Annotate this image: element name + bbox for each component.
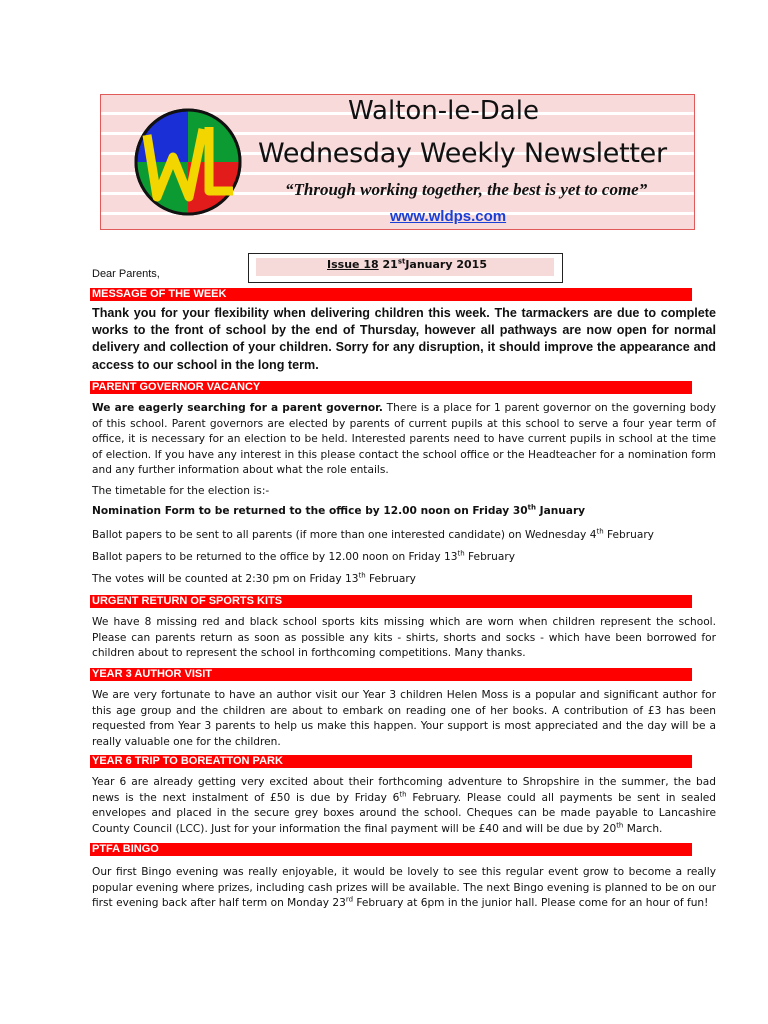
ballot-sent-month: February: [603, 529, 654, 541]
school-name: Walton-le-Dale: [348, 96, 539, 126]
sports-text: We have 8 missing red and black school sports kits missing which are worn when children represent the school. Please can parents return as soon as possible any kits - shirts, shorts and socks - which have been borrowed for children about to represent the school in forthcoming competitions. Many thanks.: [92, 616, 716, 660]
school-motto: “Through working together, the best is yet to come”: [285, 180, 648, 199]
section-heading-message: MESSAGE OF THE WEEK: [90, 288, 692, 301]
ballot-return-month: February: [464, 551, 515, 563]
nomination-month: January: [535, 505, 586, 517]
governor-text: There is a place for 1 parent governor on the governing body of this school. Parent governors are elected by parents of current pupils at this school to serve a four year term of office, it is necessary for an election to be held. Interested parents need to have current pupils in school at the time of election. If you have any interest in this please contact the school office or the Headteacher for a nomination form and any further information about what the role entails.: [92, 402, 716, 477]
governor-paragraph: [92, 401, 716, 479]
ballot-sent-text: Ballot papers to be sent to all parents (if more than one interested candidate) on Wednesday 4: [92, 529, 597, 541]
bingo-text-b: February at 6pm in the junior hall. Please come for an hour of fun!: [353, 897, 709, 910]
website-link[interactable]: www.wldps.com: [390, 208, 507, 225]
timetable-nomination: [92, 505, 585, 517]
trip-text-c: March.: [623, 822, 663, 835]
bingo-sup: rd: [345, 895, 354, 904]
school-logo: [133, 107, 243, 217]
newsletter-title: Wednesday Weekly Newsletter: [258, 138, 667, 169]
timetable-ballot-sent: [92, 529, 654, 541]
timetable-ballot-return: [92, 551, 515, 563]
trip-text-b: February. Please could all payments be sent in sealed envelopes and placed in the secure grey boxes around the school. Cheques can be made payable to Lancashire County Council (LCC). Just for your information the final payment will be £40 and will be due by 20: [92, 791, 716, 835]
author-text: We are very fortunate to have an author visit our Year 3 children Helen Moss is a popular and significant author for this age group and the children are about to embark on reading one of her books. A contribution of £3 has been requested from Year 3 parents to help us make this happen. Your support is most appreciated and the day will be a really valuable one for the children.: [92, 689, 716, 748]
issue-date-day: 21: [382, 258, 398, 271]
nomination-sup: th: [527, 503, 536, 512]
section-heading-trip: YEAR 6 TRIP TO BOREATTON PARK: [90, 755, 692, 768]
trip-text-a: Year 6 are already getting very excited about their forthcoming adventure to Shropshire in the summer, the bad news is the next instalment of £50 is due by Friday 6: [92, 776, 716, 804]
trip-sup-1: th: [399, 790, 407, 799]
trip-sup-2: th: [616, 821, 624, 830]
bingo-text: [92, 865, 716, 912]
issue-date-suffix: st: [397, 257, 406, 266]
votes-sup: th: [358, 571, 366, 580]
ballot-sent-sup: th: [596, 527, 604, 536]
governor-lead: We are eagerly searching for a parent governor.: [92, 402, 383, 414]
section-heading-bingo: PTFA BINGO: [90, 843, 692, 856]
ballot-return-sup: th: [457, 549, 465, 558]
issue-info: [258, 258, 556, 271]
section-heading-author: YEAR 3 AUTHOR VISIT: [90, 668, 692, 681]
greeting: Dear Parents,: [92, 268, 160, 280]
votes-text: The votes will be counted at 2:30 pm on Friday 13: [92, 573, 359, 585]
timetable-intro: The timetable for the election is:-: [92, 485, 270, 497]
bingo-text-a: Our first Bingo evening was really enjoyable, it would be lovely to see this regular event grow to become a really popular evening where prizes, including cash prizes will be available. The next Bingo evening is planned to be on our first evening back after half term on Monday 23: [92, 866, 716, 910]
trip-text: [92, 775, 716, 837]
message-text: Thank you for your flexibility when delivering children this week. The tarmackers are due to complete works to the front of school by the end of Thursday, however all pathways are now open for normal delivery and collection of your children. Sorry for any disruption, it should improve the appearance and access to our school in the long term.: [92, 306, 716, 372]
ballot-return-text: Ballot papers to be returned to the office by 12.00 noon on Friday 13: [92, 551, 458, 563]
timetable-votes: [92, 573, 416, 585]
votes-month: February: [365, 573, 416, 585]
nomination-text: Nomination Form to be returned to the office by 12.00 noon on Friday 30: [92, 505, 528, 517]
section-heading-sports: URGENT RETURN OF SPORTS KITS: [90, 595, 692, 608]
section-heading-governor: PARENT GOVERNOR VACANCY: [90, 381, 692, 394]
issue-date-rest: January 2015: [405, 258, 487, 271]
issue-number: Issue 18: [327, 258, 379, 271]
